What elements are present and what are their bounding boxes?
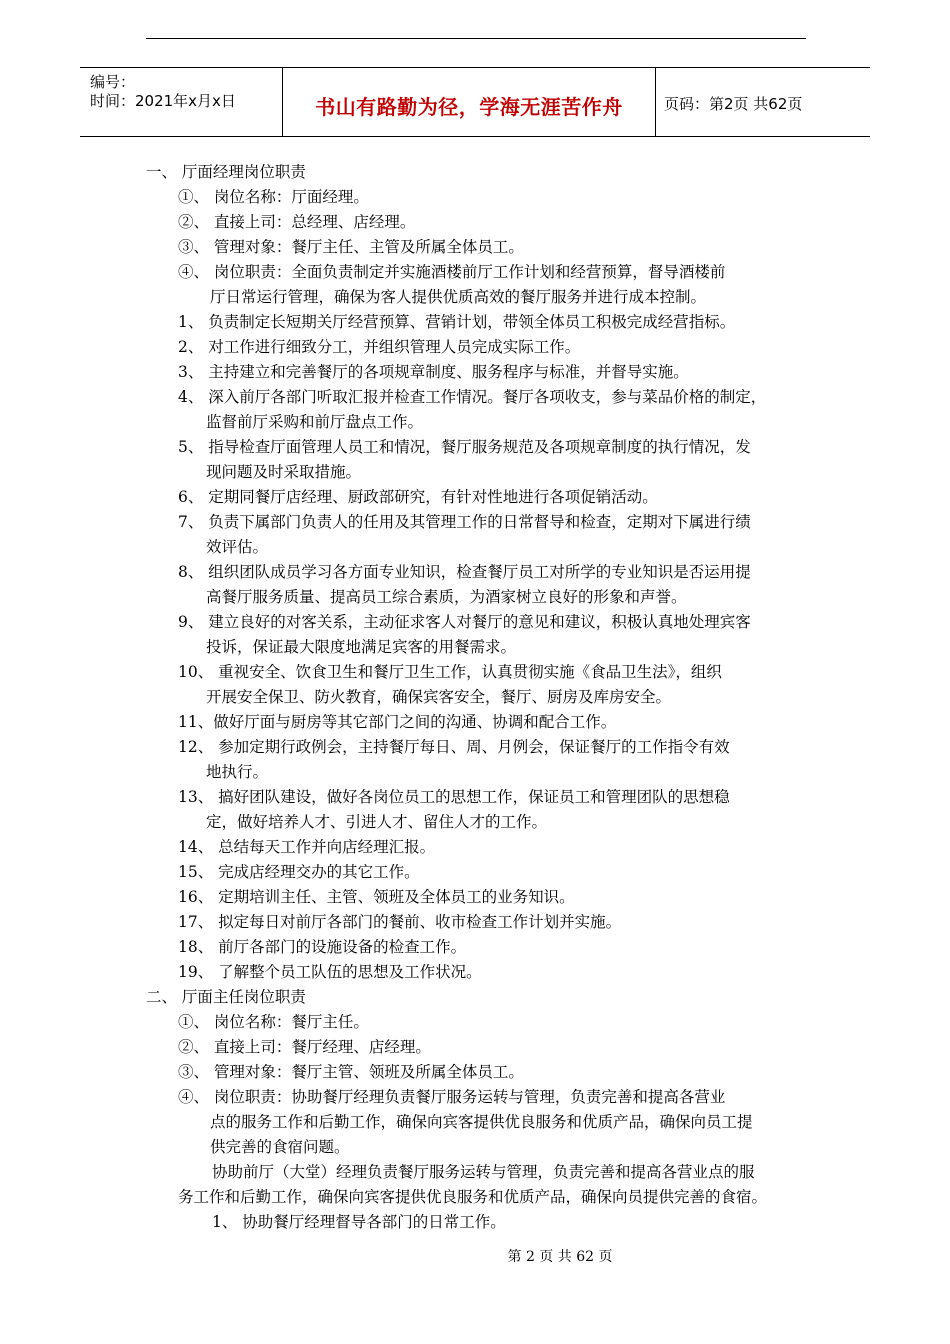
text-line: 供完善的食宿问题。 [210,1138,350,1156]
text-line: 投诉，保证最大限度地满足宾客的用餐需求。 [206,638,517,656]
text-line: 厅日常运行管理，确保为客人提供优质高效的餐厅服务并进行成本控制。 [210,288,707,306]
section-heading: 一、 厅面经理岗位职责 [146,163,306,181]
list-item: 18、 前厅各部门的设施设备的检查工作。 [178,938,467,956]
text-line: ④、 岗位职责：全面负责制定并实施酒楼前厅工作计划和经营预算，督导酒楼前 [178,263,726,281]
section-heading: 二、 厅面主任岗位职责 [146,988,306,1006]
text-line: 定，做好培养人才、引进人才、留住人才的工作。 [206,813,548,831]
list-item: 17、 拟定每日对前厅各部门的餐前、收市检查工作计划并实施。 [178,913,622,931]
number-label: 编号： [90,73,136,91]
text-line: 监督前厅采购和前厅盘点工作。 [206,413,424,431]
list-item: 11、做好厅面与厨房等其它部门之间的沟通、协调和配合工作。 [178,713,617,731]
list-item: 9、 建立良好的对客关系，主动征求客人对餐厅的意见和建议，积极认真地处理宾客 [178,613,751,631]
time-label: 时间：2021年x月x日 [90,92,236,110]
text-line: 现问题及时采取措施。 [206,463,362,481]
list-item: 6、 定期同餐厅店经理、厨政部研究，有针对性地进行各项促销活动。 [178,488,658,506]
list-item: 10、 重视安全、饮食卫生和餐厅卫生工作，认真贯彻实施《食品卫生法》，组织 [178,663,722,681]
list-item: 4、 深入前厅各部门听取汇报并检查工作情况。餐厅各项收支，参与菜品价格的制定， [178,388,767,406]
text-line: 效评估。 [206,538,269,556]
list-item: 15、 完成店经理交办的其它工作。 [178,863,420,881]
text-line: 点的服务工作和后勤工作，确保向宾客提供优良服务和优质产品，确保向员工提 [210,1113,753,1131]
header-page-cell [656,68,870,136]
list-item: 2、 对工作进行细致分工，并组织管理人员完成实际工作。 [178,338,581,356]
text-line: 地执行。 [206,763,269,781]
list-item: 8、 组织团队成员学习各方面专业知识，检查餐厅员工对所学的专业知识是否运用提 [178,563,751,581]
text-line: ③、 管理对象：餐厅主管、领班及所属全体员工。 [178,1063,524,1081]
text-line: ④、 岗位职责：协助餐厅经理负责餐厅服务运转与管理，负责完善和提高各营业 [178,1088,726,1106]
header-table [80,67,870,137]
list-item: 1、 协助餐厅经理督导各部门的日常工作。 [212,1213,506,1231]
text-line: 高餐厅服务质量、提高员工综合素质，为酒家树立良好的形象和声誉。 [206,588,687,606]
page-footer: 第 2 页 共 62 页 [507,1249,613,1265]
text-line: ①、 岗位名称：厅面经理。 [178,188,369,206]
header-info-cell [80,68,283,136]
text-line: 开展安全保卫、防火教育，确保宾客安全，餐厅、厨房及库房安全。 [206,688,672,706]
list-item: 13、 搞好团队建设，做好各岗位员工的思想工作，保证员工和管理团队的思想稳 [178,788,730,806]
list-item: 3、 主持建立和完善餐厅的各项规章制度、服务程序与标准，并督导实施。 [178,363,689,381]
header-motto-cell [283,68,656,136]
text-line: ②、 直接上司：餐厅经理、店经理。 [178,1038,431,1056]
text-line: 务工作和后勤工作，确保向宾客提供优良服务和优质产品，确保向员提供完善的食宿。 [178,1188,768,1206]
list-item: 14、 总结每天工作并向店经理汇报。 [178,838,436,856]
list-item: 19、 了解整个员工队伍的思想及工作状况。 [178,963,482,981]
top-rule [146,38,806,39]
text-line: 协助前厅（大堂）经理负责餐厅服务运转与管理，负责完善和提高各营业点的服 [212,1163,755,1181]
text-line: ②、 直接上司：总经理、店经理。 [178,213,416,231]
list-item: 1、 负责制定长短期关厅经营预算、营销计划，带领全体员工积极完成经营指标。 [178,313,736,331]
text-line: ①、 岗位名称：餐厅主任。 [178,1013,369,1031]
list-item: 7、 负责下属部门负责人的任用及其管理工作的日常督导和检查，定期对下属进行绩 [178,513,751,531]
motto: 书山有路勤为径，学海无涯苦作舟 [315,95,623,119]
page-code: 页码：第2页 共62页 [664,95,803,113]
list-item: 5、 指导检查厅面管理人员工和情况，餐厅服务规范及各项规章制度的执行情况，发 [178,438,751,456]
text-line: ③、 管理对象：餐厅主任、主管及所属全体员工。 [178,238,524,256]
list-item: 16、 定期培训主任、主管、领班及全体员工的业务知识。 [178,888,575,906]
list-item: 12、 参加定期行政例会，主持餐厅每日、周、月例会，保证餐厅的工作指令有效 [178,738,730,756]
